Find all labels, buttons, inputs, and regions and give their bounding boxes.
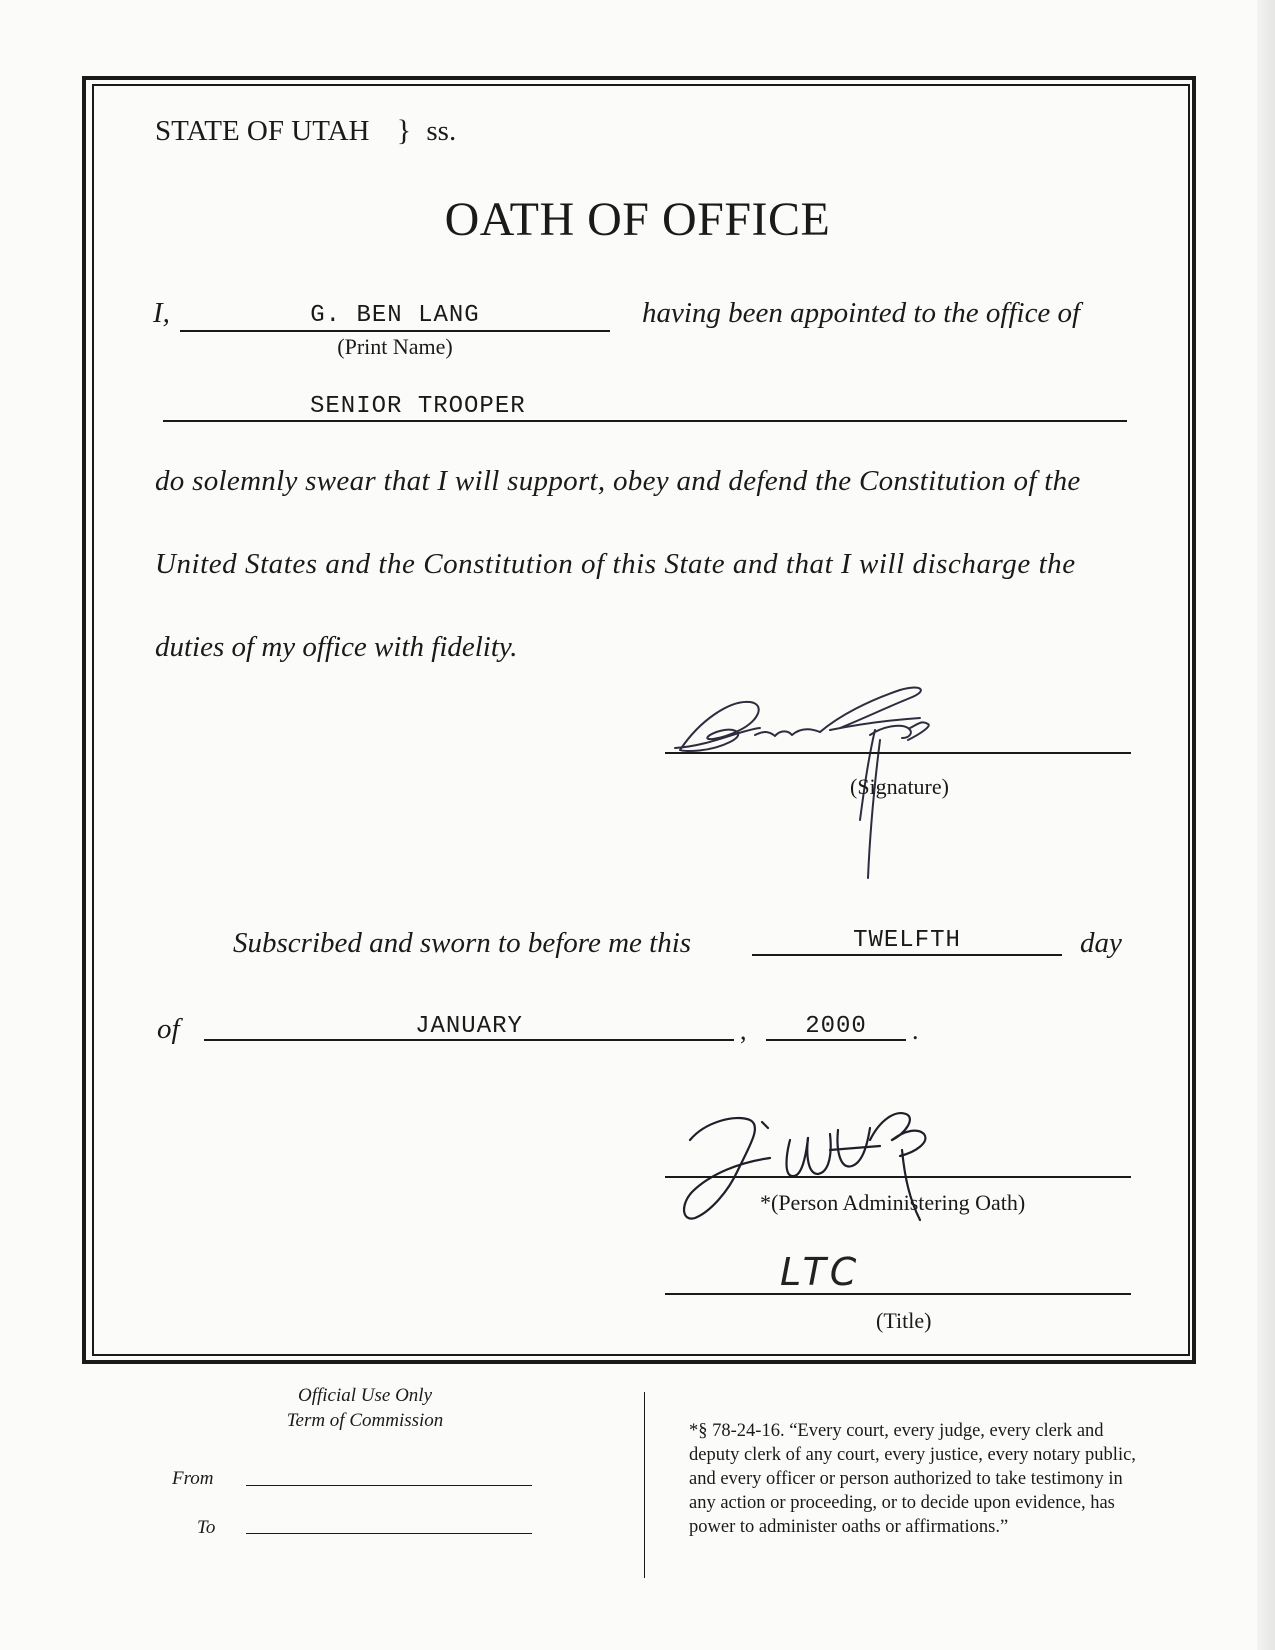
state-heading: [155, 114, 456, 148]
of-label: of: [157, 1013, 180, 1045]
document-border-inner: [92, 84, 1190, 1356]
year-value: 2000: [805, 1013, 867, 1040]
oath-line-2: United States and the Constitution of this State and that I will discharge the: [155, 548, 1076, 580]
footnote-line: *§ 78-24-16. “Every court, every judge, every clerk and: [689, 1421, 1104, 1441]
administrator-label: *(Person Administering Oath): [760, 1190, 1026, 1215]
brace-glyph: }: [396, 114, 412, 147]
state-name: STATE OF UTAH: [155, 115, 370, 147]
ss-label: ss.: [426, 115, 457, 147]
month-value: JANUARY: [415, 1013, 523, 1040]
print-name-label: (Print Name): [337, 334, 453, 359]
official-use-heading: Official Use Only: [297, 1385, 433, 1406]
to-label: To: [197, 1517, 216, 1538]
statute-footnote: [689, 1419, 1136, 1539]
signature-label: (Signature): [850, 774, 949, 799]
from-label: From: [172, 1468, 214, 1489]
date-comma: ,: [740, 1016, 747, 1045]
month-line: [204, 1039, 734, 1041]
administrator-line: [665, 1176, 1131, 1178]
footnote-line: deputy clerk of any court, every justice, every notary public,: [689, 1445, 1136, 1465]
signature-line: [665, 752, 1131, 754]
title-line: [665, 1293, 1131, 1295]
footnote-line: power to administer oaths or affirmations.”: [689, 1517, 1009, 1537]
from-line: [246, 1485, 532, 1486]
title-value: LTC: [780, 1250, 861, 1294]
office-value: SENIOR TROOPER: [310, 393, 526, 420]
footnote-line: any action or proceeding, or to decide upon evidence, has: [689, 1493, 1115, 1513]
print-name-line: [180, 330, 610, 332]
term-heading: Term of Commission: [286, 1410, 444, 1431]
year-line: [766, 1039, 906, 1041]
page-title: OATH OF OFFICE: [444, 193, 831, 246]
oath-line-1: do solemnly swear that I will support, obey and defend the Constitution of the: [155, 465, 1081, 497]
section-divider: [644, 1392, 645, 1578]
day-value: TWELFTH: [853, 927, 961, 954]
title-label: (Title): [876, 1308, 932, 1333]
date-period: .: [912, 1016, 919, 1045]
oath-line-3: duties of my office with fidelity.: [155, 631, 518, 663]
i-prefix: I,: [153, 297, 170, 329]
page-edge-shadow: [1257, 0, 1275, 1650]
day-label: day: [1080, 927, 1122, 959]
appointed-text: having been appointed to the office of: [642, 297, 1081, 329]
day-line: [752, 954, 1062, 956]
footnote-line: and every officer or person authorized to take testimony in: [689, 1469, 1123, 1489]
to-line: [246, 1533, 532, 1534]
print-name-value: G. BEN LANG: [310, 302, 480, 329]
office-line: [163, 420, 1127, 422]
sworn-text: Subscribed and sworn to before me this: [233, 927, 692, 959]
